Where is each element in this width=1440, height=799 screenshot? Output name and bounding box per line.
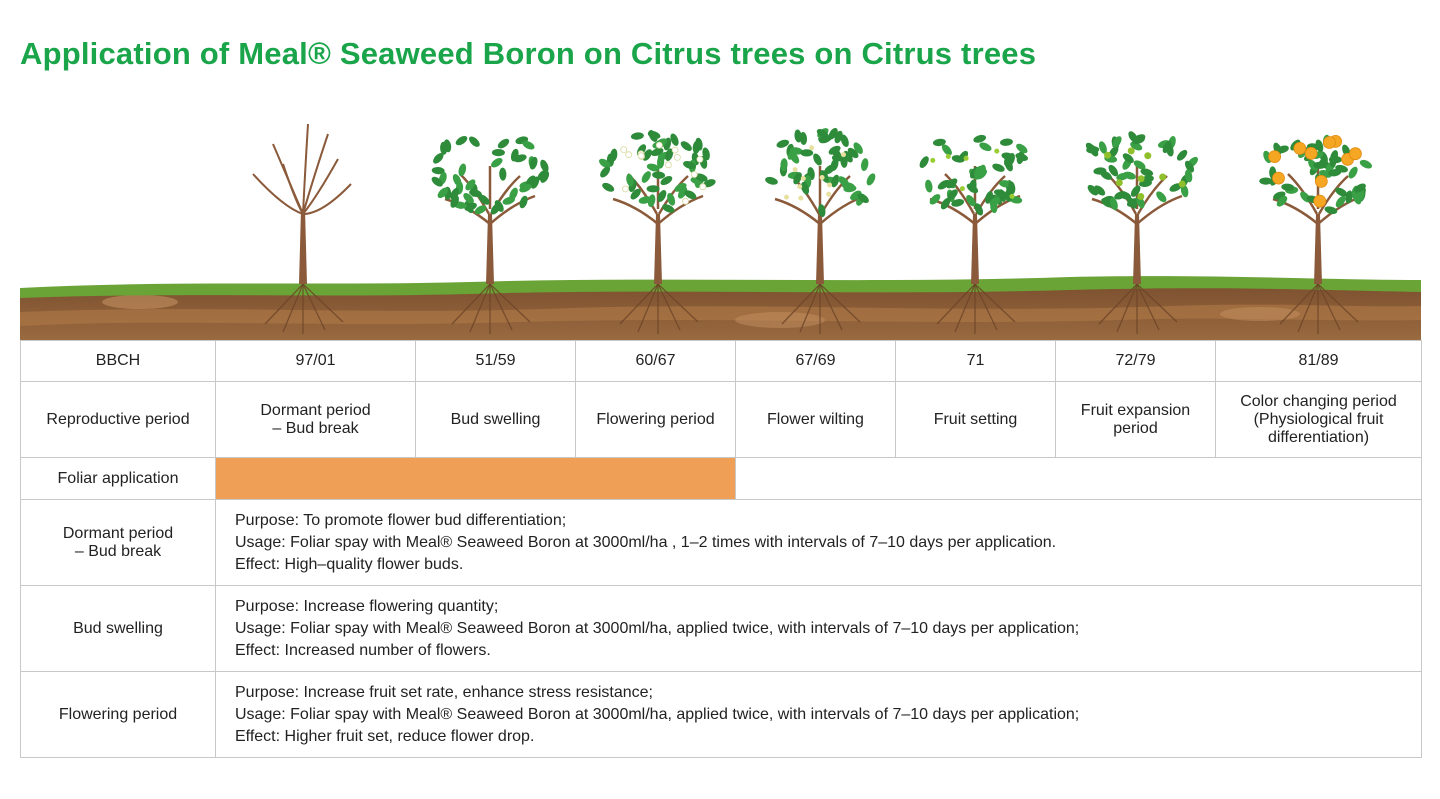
reproductive-period-row (21, 382, 1422, 458)
detail-label (21, 672, 216, 758)
bbch-row (21, 341, 1422, 382)
purpose-text: Purpose: To promote flower bud differentiation; (235, 511, 567, 529)
period-line: – Bud break (272, 419, 359, 437)
detail-row-bud-swelling (21, 586, 1422, 672)
soil-stone (735, 312, 825, 328)
period-cell (1056, 382, 1216, 458)
bbch-code: 67/69 (736, 341, 896, 382)
foliar-application-bar (216, 458, 736, 500)
bbch-code: 72/79 (1056, 341, 1216, 382)
detail-text (216, 672, 1422, 758)
detail-text (216, 586, 1422, 672)
period-line: (Physiological fruit (1253, 410, 1384, 428)
foliar-application-label: Foliar application (21, 458, 216, 500)
purpose-text: Purpose: Increase fruit set rate, enhance stress resistance; (235, 683, 653, 701)
period-line: Color changing period (1240, 392, 1397, 410)
detail-label (21, 586, 216, 672)
page-title: Application of Meal® Seaweed Boron on Citrus trees on Citrus trees (20, 36, 1037, 71)
bbch-code: 81/89 (1216, 341, 1422, 382)
detail-row-flowering (21, 672, 1422, 758)
period-cell (896, 382, 1056, 458)
period-cell (576, 382, 736, 458)
bbch-label: BBCH (21, 341, 216, 382)
stage-table (20, 340, 1422, 758)
period-line: Fruit setting (933, 410, 1018, 428)
period-line: Flower wilting (767, 410, 864, 428)
usage-text: Usage: Foliar spay with Meal® Seaweed Boron at 3000ml/ha, applied twice, with intervals of 7–10 days per application; (235, 705, 1080, 723)
detail-label-line: Dormant period (62, 524, 174, 542)
detail-label (21, 500, 216, 586)
effect-text: Effect: High–quality flower buds. (235, 555, 464, 573)
period-line: period (1113, 419, 1158, 437)
detail-label-line: Flowering period (58, 705, 178, 723)
soil-stone (102, 295, 178, 309)
bbch-code: 71 (896, 341, 1056, 382)
effect-text: Effect: Increased number of flowers. (235, 641, 491, 659)
period-cell (416, 382, 576, 458)
period-cell (1216, 382, 1422, 458)
bbch-code: 51/59 (416, 341, 576, 382)
bbch-code: 97/01 (216, 341, 416, 382)
period-cell (216, 382, 416, 458)
foliar-application-empty (736, 458, 1422, 500)
detail-row-dormant (21, 500, 1422, 586)
effect-text: Effect: Higher fruit set, reduce flower drop. (235, 727, 535, 745)
bbch-code: 60/67 (576, 341, 736, 382)
foliar-application-row (21, 458, 1422, 500)
usage-text: Usage: Foliar spay with Meal® Seaweed Boron at 3000ml/ha, applied twice, with intervals of 7–10 days per application; (235, 619, 1080, 637)
growth-stage-illustration (20, 120, 1421, 341)
period-line: Bud swelling (450, 410, 541, 428)
period-line: Flowering period (596, 410, 715, 428)
period-line: Fruit expansion (1080, 401, 1191, 419)
period-cell (736, 382, 896, 458)
detail-label-line: Bud swelling (73, 619, 163, 637)
usage-text: Usage: Foliar spay with Meal® Seaweed Boron at 3000ml/ha , 1–2 times with intervals of 7–10 days per application. (235, 533, 1057, 551)
soil-stone (1220, 307, 1300, 321)
period-line: Dormant period (260, 401, 371, 419)
detail-label-line: – Bud break (74, 542, 162, 560)
detail-text (216, 500, 1422, 586)
purpose-text: Purpose: Increase flowering quantity; (235, 597, 499, 615)
period-line: differentiation) (1267, 428, 1370, 446)
reproductive-period-label: Reproductive period (21, 382, 216, 458)
